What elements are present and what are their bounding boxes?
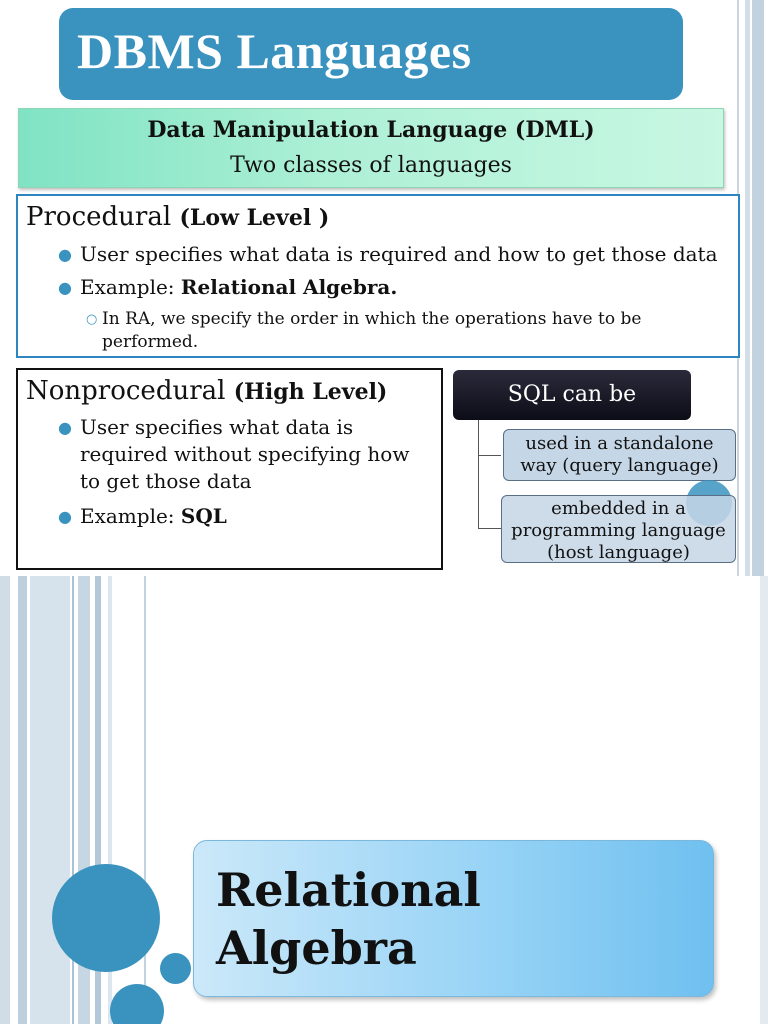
decorative-rail: [144, 576, 146, 1024]
bullet-ring-icon: ○: [86, 312, 98, 327]
nonprocedural-bullet-2: [58, 503, 227, 530]
bullet-text: Example:: [80, 275, 181, 299]
sql-item-line: (host language): [547, 542, 690, 563]
nonprocedural-level: (High Level): [233, 379, 388, 405]
bullet-bold-text: SQL: [180, 504, 227, 528]
sql-heading-box: SQL can be: [453, 370, 691, 420]
dml-banner: [18, 108, 724, 188]
procedural-bullet-2: [58, 274, 398, 301]
title-bar: [59, 8, 683, 100]
sub-bullet-line-1: In RA, we specify the order in which the operations have to be: [102, 309, 642, 329]
procedural-sub-bullet: [86, 308, 642, 354]
tree-connector: [478, 420, 479, 529]
procedural-level: (Low Level ): [179, 205, 330, 231]
slide-title: DBMS Languages: [77, 23, 472, 79]
bullet-dot-icon: ●: [58, 245, 72, 264]
decorative-rail: [752, 0, 764, 576]
sql-item-line: embedded in a: [551, 498, 686, 519]
title-line-1: Relational: [216, 863, 481, 917]
decorative-rail: [30, 576, 70, 1024]
procedural-heading-text: Procedural: [26, 202, 172, 232]
relational-algebra-title-box: [193, 840, 714, 997]
decorative-rail: [745, 0, 750, 576]
tree-connector: [478, 528, 501, 529]
nonprocedural-bullet-1: [58, 414, 410, 495]
sql-item-standalone: [503, 429, 736, 481]
bullet-line-2: required without specifying how: [80, 442, 410, 466]
sql-item-embedded: [501, 495, 736, 563]
sql-item-line: way (query language): [520, 455, 719, 476]
bullet-dot-icon: ●: [58, 278, 72, 297]
decorative-circle: [110, 984, 164, 1024]
decorative-circle: [160, 953, 191, 984]
decorative-circle: [52, 864, 160, 972]
bullet-line-3: to get those data: [80, 469, 252, 493]
procedural-heading: [26, 202, 329, 232]
nonprocedural-box: [16, 368, 443, 570]
procedural-box: [16, 194, 740, 358]
bullet-dot-icon: ●: [58, 507, 72, 526]
slide-relational-algebra: [0, 576, 768, 1024]
sub-bullet-line-2: performed.: [102, 332, 199, 352]
bullet-line-1: User specifies what data is: [80, 415, 354, 439]
procedural-bullet-1: [58, 241, 718, 268]
sql-item-line: used in a standalone: [525, 433, 714, 454]
tree-connector: [478, 455, 501, 456]
dml-title: Data Manipulation Language (DML): [147, 117, 595, 143]
nonprocedural-heading-text: Nonprocedural: [26, 376, 226, 406]
decorative-rail: [18, 576, 27, 1024]
title-line-2: Algebra: [216, 921, 417, 975]
decorative-rail: [0, 576, 10, 1024]
slide-title: [216, 861, 481, 977]
bullet-text: Example:: [80, 504, 181, 528]
bullet-text: User specifies what data is required and how to get those data: [80, 242, 718, 266]
nonprocedural-heading: [26, 376, 387, 406]
decorative-rail: [760, 576, 768, 1024]
dml-subtitle: Two classes of languages: [230, 153, 512, 178]
bullet-bold-text: Relational Algebra.: [180, 275, 398, 299]
bullet-dot-icon: ●: [58, 418, 72, 437]
sql-item-line: programming language: [511, 520, 726, 541]
